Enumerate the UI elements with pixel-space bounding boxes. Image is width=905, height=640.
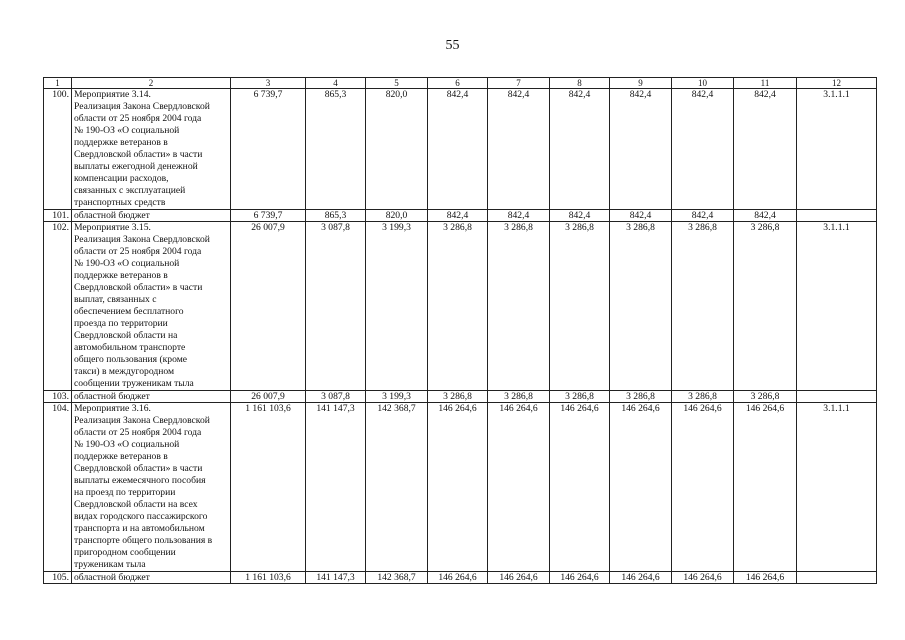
row-name-line: транспорта и на автомобильном [74, 523, 205, 534]
value-cell: 26 007,9 [231, 222, 306, 391]
row-name-line: области от 25 ноября 2004 года [74, 246, 202, 257]
value-cell: 6 739,7 [231, 89, 306, 210]
value-cell: 142 368,7 [366, 572, 428, 584]
row-name-line: Мероприятие 3.16. [74, 403, 151, 414]
table-row-budget-source [44, 572, 877, 584]
row-name-line: видах городского пассажирского [74, 511, 208, 522]
row-name [72, 403, 231, 572]
value-cell: 146 264,6 [734, 572, 797, 584]
row-name-line: Мероприятие 3.15. [74, 222, 151, 233]
value-cell: 1 161 103,6 [231, 572, 306, 584]
column-header: 8 [550, 78, 610, 89]
row-number: 102. [44, 222, 72, 391]
row-number: 103. [44, 391, 72, 403]
value-cell: 26 007,9 [231, 391, 306, 403]
row-name-line: области от 25 ноября 2004 года [74, 427, 202, 438]
column-header: 12 [797, 78, 877, 89]
row-name [72, 222, 231, 391]
row-name-line: проезда по территории [74, 318, 168, 329]
value-cell: 842,4 [610, 89, 672, 210]
value-cell: 3 286,8 [550, 391, 610, 403]
target-code: 3.1.1.1 [797, 403, 877, 572]
table-row-measure [44, 89, 877, 210]
row-name-line: общего пользования (кроме [74, 354, 188, 365]
value-cell: 3 286,8 [428, 391, 488, 403]
row-name [72, 391, 231, 403]
row-name-line: областной бюджет [74, 572, 150, 583]
row-name-line: Свердловской области» в части [74, 282, 203, 293]
value-cell: 146 264,6 [428, 572, 488, 584]
value-cell: 3 286,8 [672, 222, 734, 391]
table-body [44, 89, 877, 584]
value-cell: 3 087,8 [306, 222, 366, 391]
value-cell: 842,4 [734, 210, 797, 222]
column-header: 5 [366, 78, 428, 89]
value-cell: 3 199,3 [366, 222, 428, 391]
row-name-line: Мероприятие 3.14. [74, 89, 151, 100]
row-name-line: Свердловской области» в части [74, 463, 203, 474]
row-name-line: Свердловской области» в части [74, 149, 203, 160]
table-row-budget-source [44, 391, 877, 403]
row-name-line: поддержке ветеранов в [74, 451, 168, 462]
row-name [72, 210, 231, 222]
row-name [72, 572, 231, 584]
column-header: 3 [231, 78, 306, 89]
row-name-line: № 190-ОЗ «О социальной [74, 125, 180, 136]
value-cell: 3 286,8 [550, 222, 610, 391]
value-cell: 842,4 [734, 89, 797, 210]
value-cell: 141 147,3 [306, 572, 366, 584]
value-cell: 842,4 [672, 210, 734, 222]
row-name-line: выплаты ежегодной денежной [74, 161, 198, 172]
value-cell: 3 286,8 [672, 391, 734, 403]
row-number: 101. [44, 210, 72, 222]
value-cell: 3 286,8 [428, 222, 488, 391]
row-name-line: обеспечением бесплатного [74, 306, 184, 317]
row-name-line: связанных с эксплуатацией [74, 185, 186, 196]
row-name-line: сообщении труженикам тыла [74, 378, 194, 389]
value-cell: 146 264,6 [428, 403, 488, 572]
column-header: 11 [734, 78, 797, 89]
target-code [797, 210, 877, 222]
row-name-line: Реализация Закона Свердловской [74, 101, 210, 112]
row-name-line: выплаты ежемесячного пособия [74, 475, 206, 486]
row-number: 105. [44, 572, 72, 584]
row-name-line: выплат, связанных с [74, 294, 157, 305]
value-cell: 842,4 [550, 89, 610, 210]
row-name-line: № 190-ОЗ «О социальной [74, 439, 180, 450]
row-name-line: автомобильном транспорте [74, 342, 186, 353]
value-cell: 3 286,8 [610, 391, 672, 403]
row-name-line: труженикам тыла [74, 559, 146, 570]
value-cell: 842,4 [428, 89, 488, 210]
column-header: 9 [610, 78, 672, 89]
row-name-line: Свердловской области на всех [74, 499, 198, 510]
target-code: 3.1.1.1 [797, 222, 877, 391]
target-code [797, 572, 877, 584]
row-name-line: транспортных средств [74, 197, 166, 208]
column-header: 4 [306, 78, 366, 89]
row-name-line: Свердловской области на [74, 330, 178, 341]
table-row-measure [44, 222, 877, 391]
value-cell: 146 264,6 [672, 403, 734, 572]
row-name-line: компенсации расходов, [74, 173, 169, 184]
value-cell: 3 286,8 [488, 222, 550, 391]
target-code: 3.1.1.1 [797, 89, 877, 210]
row-name-line: № 190-ОЗ «О социальной [74, 258, 180, 269]
value-cell: 3 286,8 [610, 222, 672, 391]
row-name-line: Реализация Закона Свердловской [74, 415, 210, 426]
column-header: 1 [44, 78, 72, 89]
value-cell: 146 264,6 [550, 403, 610, 572]
value-cell: 6 739,7 [231, 210, 306, 222]
row-name-line: на проезд по территории [74, 487, 176, 498]
value-cell: 146 264,6 [550, 572, 610, 584]
table-row-measure [44, 403, 877, 572]
value-cell: 3 087,8 [306, 391, 366, 403]
budget-table [43, 77, 877, 584]
value-cell: 820,0 [366, 89, 428, 210]
value-cell: 146 264,6 [610, 403, 672, 572]
value-cell: 1 161 103,6 [231, 403, 306, 572]
column-header: 2 [72, 78, 231, 89]
value-cell: 146 264,6 [488, 572, 550, 584]
value-cell: 146 264,6 [610, 572, 672, 584]
value-cell: 3 199,3 [366, 391, 428, 403]
column-header: 6 [428, 78, 488, 89]
target-code [797, 391, 877, 403]
value-cell: 3 286,8 [734, 222, 797, 391]
column-header: 10 [672, 78, 734, 89]
value-cell: 146 264,6 [672, 572, 734, 584]
value-cell: 842,4 [672, 89, 734, 210]
row-name-line: области от 25 ноября 2004 года [74, 113, 202, 124]
row-name-line: областной бюджет [74, 391, 150, 402]
value-cell: 865,3 [306, 89, 366, 210]
value-cell: 146 264,6 [488, 403, 550, 572]
row-name [72, 89, 231, 210]
value-cell: 842,4 [550, 210, 610, 222]
value-cell: 865,3 [306, 210, 366, 222]
row-name-line: поддержке ветеранов в [74, 137, 168, 148]
value-cell: 842,4 [428, 210, 488, 222]
value-cell: 842,4 [610, 210, 672, 222]
value-cell: 820,0 [366, 210, 428, 222]
row-number: 100. [44, 89, 72, 210]
row-name-line: пригородном сообщении [74, 547, 176, 558]
row-number: 104. [44, 403, 72, 572]
value-cell: 146 264,6 [734, 403, 797, 572]
column-header: 7 [488, 78, 550, 89]
value-cell: 141 147,3 [306, 403, 366, 572]
row-name-line: областной бюджет [74, 210, 150, 221]
table-header-row [44, 78, 877, 89]
table-row-budget-source [44, 210, 877, 222]
value-cell: 3 286,8 [488, 391, 550, 403]
value-cell: 3 286,8 [734, 391, 797, 403]
row-name-line: поддержке ветеранов в [74, 270, 168, 281]
value-cell: 842,4 [488, 210, 550, 222]
page-number: 55 [445, 38, 460, 53]
row-name-line: такси) в междугородном [74, 366, 175, 377]
row-name-line: транспорте общего пользования в [74, 535, 213, 546]
row-name-line: Реализация Закона Свердловской [74, 234, 210, 245]
value-cell: 142 368,7 [366, 403, 428, 572]
value-cell: 842,4 [488, 89, 550, 210]
